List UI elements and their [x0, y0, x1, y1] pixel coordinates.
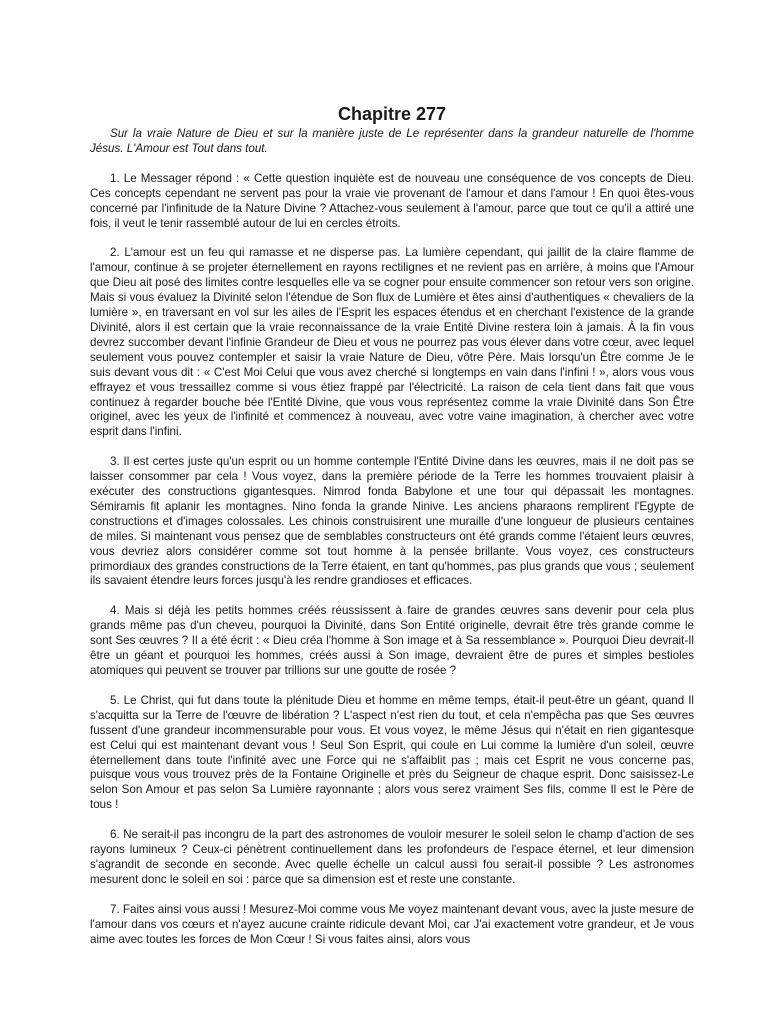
document-page: [90, 103, 694, 963]
paragraph-1: 1. Le Messager répond : « Cette question inquiète est de nouveau une conséquence de vos concepts de Dieu. Ces concepts cependant ne servent pas pour la vraie vie provenant de l'amour et dans l'amour ! En quoi êtes-vous concerné par l'infinitude de la Nature Divine ? Attachez-vous seulement à l'amour, parce que tout ce qu'il a attiré une fois, il veut le tenir rassemblé autour de lui en cercles étroits.: [90, 171, 694, 230]
paragraph-6: 6. Ne serait-il pas incongru de la part des astronomes de vouloir mesurer le soleil selon le champ d'action de ses rayons lumineux ? Ceux-ci pénètrent continuellement dans les profondeurs de l'espace éternel, et leur dimension s'agrandit de seconde en seconde. Avec quelle échelle un calcul aussi fou serait-il possible ? Les astronomes mesurent donc le soleil en soi : parce que sa dimension est et reste une constante.: [90, 828, 694, 886]
paragraph-4: 4. Mais si déjà les petits hommes créés réussissent à faire de grandes œuvres sans devenir pour cela plus grands même pas d'un cheveu, pourquoi la Divinité, dans Son Entité originelle, devrait être très grande comme le sont Ses œuvres ? Il a été écrit : « Dieu créa l'homme à Son image et à Sa ressemblance ». Pourquoi Dieu devrait-Il être un géant et pourquoi les hommes, créés aussi à Son image, devraient être de pures et simples bestioles atomiques qui peuvent se trouver par trillions sur une goutte de rosée ?: [90, 604, 694, 677]
paragraph-5: 5. Le Christ, qui fut dans toute la plénitude Dieu et homme en même temps, était-il peut-être un géant, quand Il s'acquitta sur la Terre de l'œuvre de libération ? L'aspect n'est rien du tout, et cela n'empêcha pas que Ses œuvres fussent d'une grandeur incommensurable pour vous. Et vous voyez, le même Jésus qui n'était en rien gigantesque est Celui qui est maintenant devant vous ! Seul Son Esprit, qui coule en Lui comme la lumière d'un soleil, œuvre éternellement dans toute l'infinité avec une Force qui ne s'affaiblit pas ; mais cet Esprit ne vous concerne pas, puisque vous vous trouvez près de la Fontaine Originelle et près du Seigneur de chaque esprit. Donc saisissez-Le selon Son Amour et pas selon Sa Lumière rayonnante ; alors vous serez vraiment Ses fils, comme Il est le Père de tous !: [90, 693, 694, 812]
chapter-subtitle: Sur la vraie Nature de Dieu et sur la manière juste de Le représenter dans la grandeur naturelle de l'homme Jésus. L'Amour est Tout dans tout.: [90, 127, 694, 155]
chapter-title: Chapitre 277: [337, 104, 447, 124]
paragraph-7: 7. Faites ainsi vous aussi ! Mesurez-Moi comme vous Me voyez maintenant devant vous, avec la juste mesure de l'amour dans vos cœurs et n'ayez aucune crainte ridicule devant Moi, car J'ai exactement votre grandeur, et Je vous aime avec toutes les forces de Mon Cœur ! Si vous faites ainsi, alors vous: [90, 902, 694, 946]
paragraph-2: 2. L'amour est un feu qui ramasse et ne disperse pas. La lumière cependant, qui jaillit de la claire flamme de l'amour, continue à se projeter éternellement en rayons rectilignes et ne revient pas en arrière, à moins que l'Amour que Dieu ait posé des limites contre lesquelles elle va se cogner pour ensuite commencer son retour vers son origine. Mais si vous évaluez la Divinité selon l'étendue de Son flux de Lumière et êtes ainsi d'authentiques « chevaliers de la lumière », en traversant en vol sur les ailes de l'Esprit les espaces étendus et en cherchant l'existence de la grande Divinité, alors il est certain que la vraie reconnaissance de la vraie Entité Divine restera loin à jamais. À la fin vous devrez succomber devant l'infinie Grandeur de Dieu et vous ne pourrez pas vous élever dans votre cœur, avec lequel seulement vous pouvez contempler et saisir la vraie Nature de Dieu, vôtre Père. Mais lorsqu'un Être comme Je le suis devant vous dit : « C'est Moi Celui que vous avez cherché si longtemps en vain dans l'infini ! », alors vous vous effrayez et vous tressaillez comme si vous étiez frappé par l'électricité. La raison de cela tient dans fait que vous continuez à regarder bouche bée l'Entité Divine, que vous vous représentez comme la vraie Divinité dans Son Être originel, avec les yeux de l'infinité et commencez à nouveau, avec votre vaine imagination, à chercher avec votre esprit dans l'infini.: [90, 246, 694, 439]
paragraph-3: 3. Il est certes juste qu'un esprit ou un homme contemple l'Entité Divine dans les œuvres, mais il ne doit pas se laisser consommer par cela ! Vous voyez, dans la première période de la Terre les hommes trouvaient plaisir à exécuter des constructions gigantesques. Nimrod fonda Babylone et une tour qui dépassait les montagnes. Sémiramis fit aplanir les montagnes. Nino fonda la grande Ninive. Les anciens pharaons remplirent l'Egypte de constructions et d'images colossales. Les chinois construisirent une muraille d'une longueur de plusieurs centaines de miles. Si maintenant vous pensez que de semblables constructeurs ont été grands comme l'étaient leurs œuvres, vous devriez alors considérer comme sot tout homme à la pensée brillante. Vous voyez, ces constructeurs primordiaux des grandes constructions de la Terre étaient, en tant qu'hommes, pas plus grands que vous ; seulement ils savaient étendre leurs forces jusqu'à les rendre grandioses et efficaces.: [90, 455, 694, 588]
